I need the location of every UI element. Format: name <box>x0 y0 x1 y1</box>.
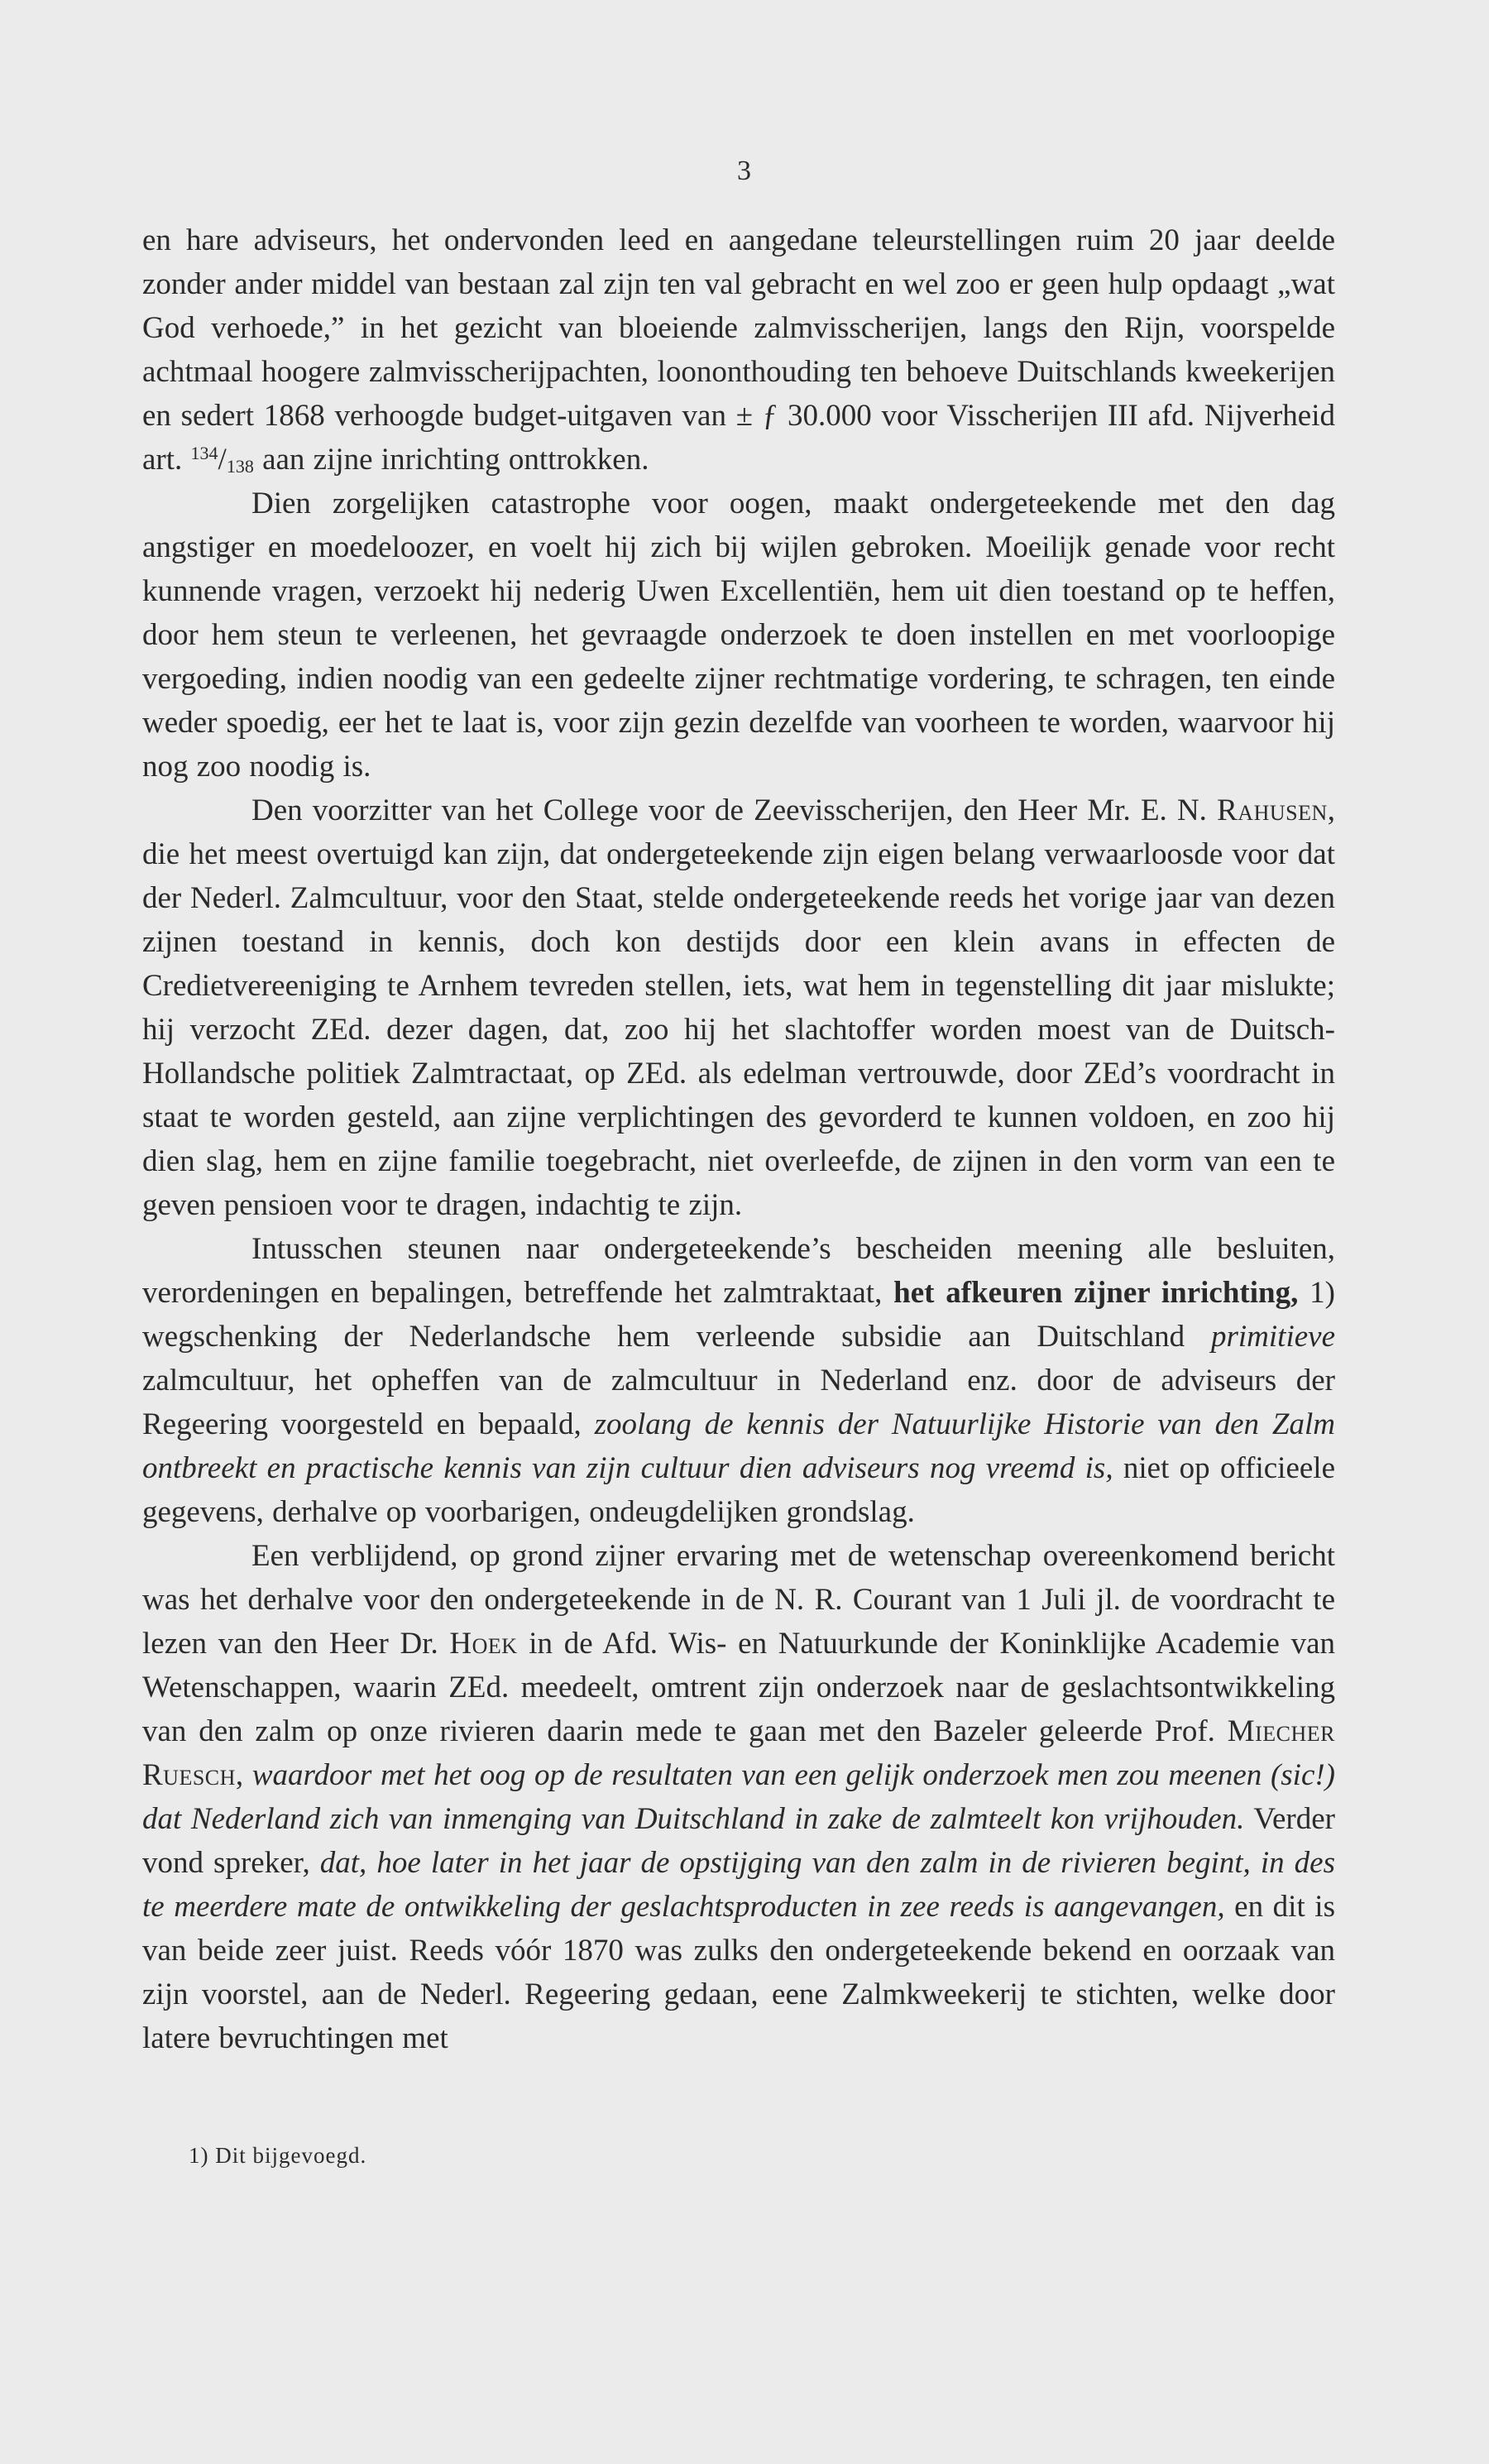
text-run: in de Afd. Wis- en Natuurkunde der Koninklijke Academie van Wetenschappen, waarin ZEd. meedeelt, omtrent zijn onderzoek naar de geslachtsontwikkeling van den zalm op onze rivieren daarin mede te gaan met den Bazeler geleerde Prof. <box>142 1627 1336 1748</box>
paragraph-4 <box>142 1227 1335 1534</box>
text-run: Een verblijdend, op grond zijner ervaring met de wetenschap overeenkomend bericht was het derhalve voor den ondergeteekende in de N. R. Courant van 1 Juli jl. de voordracht te lezen van den Heer Dr. <box>142 1539 1335 1661</box>
text-run: en dit is van beide zeer juist. Reeds vóór 1870 was zulks den ondergeteekende bekend en oorzaak van zijn voorstel, aan de Nederl. Regeering gedaan, eene Zalmkweekerij te stichten, welke door latere bevruchtingen met <box>142 1890 1335 2055</box>
emphasis-italic: waardoor met het oog op de resultaten van een gelijk onderzoek men zou meenen (sic!) dat Nederland zich van inmenging van Duitschland in zake de zalmteelt kon vrijhouden. <box>142 1758 1336 1836</box>
emphasis-bold: het afkeuren zijner inrichting, <box>893 1276 1299 1310</box>
emphasis-italic: dat, hoe later in het jaar de opstijging van den zalm in de rivieren begint, in des te meerdere mate de ontwikkeling der geslachtsproducten in zee reeds is aangevangen, <box>142 1846 1336 1924</box>
person-name: Hoek <box>449 1627 518 1661</box>
emphasis-italic: primitieve <box>1210 1320 1335 1354</box>
fraction-numerator: 134 <box>190 443 218 463</box>
page-number: 3 <box>737 156 752 186</box>
text-run: en hare adviseurs, het ondervonden leed en aangedane teleurstellingen ruim 20 jaar deelde zonder ander middel van bestaan zal zijn ten val gebracht en wel zoo er geen hulp opdaagt „wat God verhoede,” in het gezicht van bloeiende zalmvisscherijen, langs den Rijn, voorspelde achtmaal hoogere zalmvisscherijpachten, loononthouding ten behoeve Duitschlands kweekerijen en sedert 1868 verhoogde budget-uitgaven van ± ƒ 30.000 voor Visscherijen III afd. Nijverheid art. <box>142 223 1335 477</box>
text-run: Dien zorgelijken catastrophe voor oogen, maakt ondergeteekende met den dag angstiger en moedeloozer, en voelt hij zich bij wijlen gebroken. Moeilijk genade voor recht kunnende vragen, verzoekt hij nederig Uwen Excellentiën, hem uit dien toestand op te heffen, door hem steun te verleenen, het gevraagde onderzoek te doen instellen en met voorloopige vergoeding, indien noodig van een gedeelte zijner rechtmatige vordering, te schragen, ten einde weder spoedig, eer het te laat is, voor zijn gezin dezelfde van voorheen te worden, waarvoor hij nog zoo noodig is. <box>142 487 1335 784</box>
fraction-slash: / <box>218 443 227 477</box>
text-run: , die het meest overtuigd kan zijn, dat ondergeteekende zijn eigen belang verwaarloosde voor dat der Nederl. Zalmcultuur, voor den Staat, stelde ondergeteekende reeds het vorige jaar van dezen zijnen toestand in kennis, doch kon destijds door een klein avans in effecten de Credietvereeniging te Arnhem tevreden stellen, iets, wat hem in tegenstelling dit jaar mislukte; hij verzocht ZEd. dezer dagen, dat, zoo hij het slachtoffer worden moest van de Duitsch-Hollandsche politiek Zalmtractaat, op ZEd. als edelman vertrouwde, door ZEd’s voordracht in staat te worden gesteld, aan zijne verplichtingen des gevorderd te kunnen voldoen, en zoo hij dien slag, hem en zijne familie toegebracht, niet overleefde, de zijnen in den vorm van een te geven pensioen voor te dragen, indachtig te zijn. <box>142 793 1335 1222</box>
paragraph-3 <box>142 789 1335 1227</box>
text-run: niet op officieele gegevens, derhalve op voorbarigen, ondeugdelijken grondslag. <box>142 1451 1335 1529</box>
text-run: Intusschen steunen naar ondergeteekende’s bescheiden meening alle besluiten, verordeningen en bepalingen, betreffende het zalmtraktaat, <box>142 1232 1335 1310</box>
text-run: 1) wegschenking der Nederlandsche hem verleende subsidie aan Duitschland <box>142 1276 1335 1354</box>
text-run: zalmcultuur, het opheffen van de zalmcultuur in Nederland enz. door de adviseurs der Regeering voorgesteld en bepaald, <box>142 1364 1335 1441</box>
paragraph-1 <box>142 218 1335 482</box>
person-name: Rahusen <box>1217 793 1328 827</box>
text-run: Verder vond spreker, <box>142 1802 1335 1880</box>
paragraph-5 <box>142 1534 1335 2060</box>
text-run: , <box>235 1758 252 1792</box>
person-name: Miecher Ruesch <box>142 1714 1335 1792</box>
emphasis-italic: zoolang de kennis der Natuurlijke Historie van den Zalm ontbreekt en practische kennis van zijn cultuur dien adviseurs nog vreemd is, <box>142 1407 1335 1485</box>
text-run: Den voorzitter van het College voor de Zeevisscherijen, den Heer Mr. E. N. <box>251 793 1218 827</box>
fraction-denominator: 138 <box>226 456 254 477</box>
footnote: 1) Dit bijgevoegd. <box>189 2143 367 2168</box>
body-text <box>142 218 1335 2060</box>
text-run: aan zijne inrichting onttrokken. <box>253 443 649 477</box>
paragraph-2 <box>142 482 1335 789</box>
